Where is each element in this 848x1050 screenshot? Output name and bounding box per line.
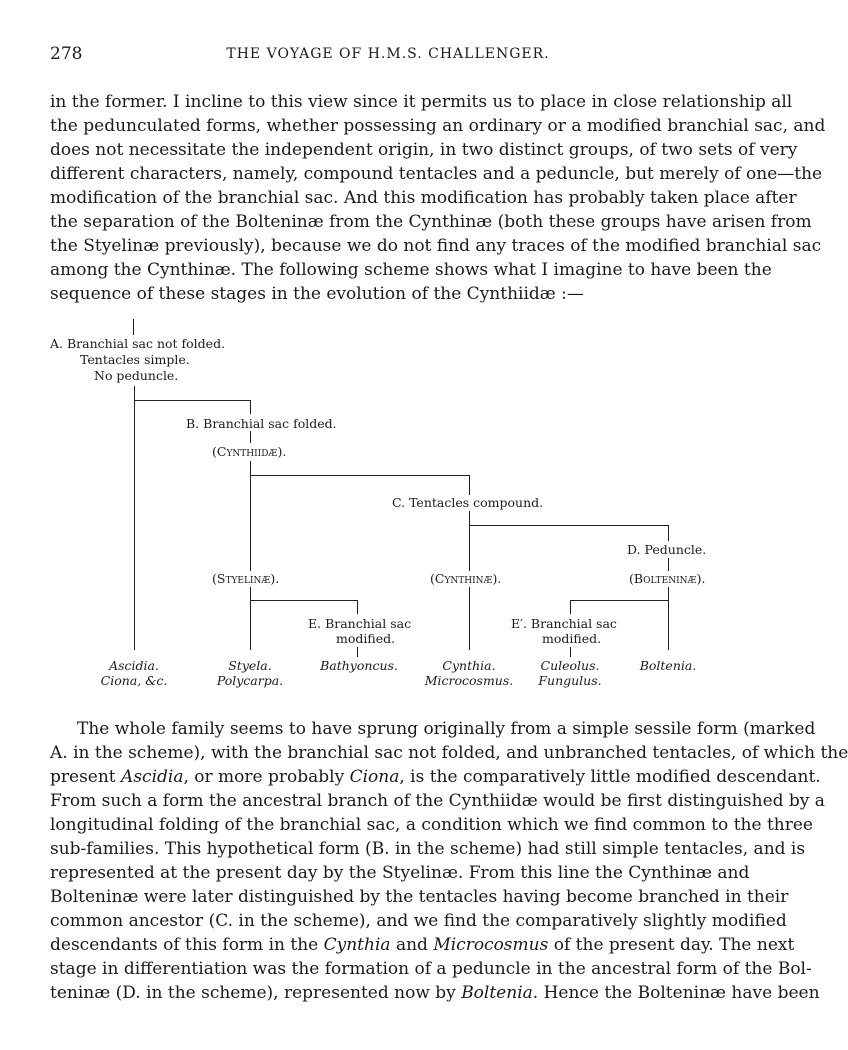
text-line: different characters, namely, compound tentacles and a peduncle, but merely of one—the bbox=[50, 164, 823, 184]
genus-ascidia bbox=[94, 658, 174, 688]
styelinae-label: (Styelinæ). bbox=[212, 571, 280, 586]
text-line: modification of the branchial sac. And this modification has probably taken place after bbox=[50, 188, 797, 208]
text-line: descendants of this form in the Cynthia and Microcosmus of the present day. The next bbox=[50, 935, 795, 955]
genus-styela bbox=[210, 658, 290, 688]
node-b-family: (Cynthiidæ). bbox=[212, 444, 287, 459]
tree-connector bbox=[250, 475, 251, 571]
cynthinae-label: (Cynthinæ). bbox=[430, 571, 502, 586]
node-a-tentacles: Tentacles simple. bbox=[80, 352, 190, 367]
node-e-modified: modified. bbox=[336, 631, 396, 646]
text-line: stage in differentiation was the formation of a peduncle in the ancestral form of the Bol- bbox=[50, 959, 812, 979]
text-line: The whole family seems to have sprung originally from a simple sessile form (marked bbox=[77, 719, 816, 739]
node-d-label: D. Peduncle. bbox=[627, 542, 707, 557]
text-line: From such a form the ancestral branch of the Cynthiidæ would be first distinguished by a bbox=[50, 791, 825, 811]
text-line: teninæ (D. in the scheme), represented now by Boltenia. Hence the Bolteninæ have been bbox=[50, 983, 820, 1003]
running-title: THE VOYAGE OF H.M.S. CHALLENGER. bbox=[226, 46, 550, 62]
text-line: A. in the scheme), with the branchial sac not folded, and unbranched tentacles, of which the bbox=[50, 743, 848, 763]
text-line: the Styelinæ previously), because we do not find any traces of the modified branchial sac bbox=[50, 236, 822, 256]
tree-connector bbox=[570, 600, 669, 601]
genus-name: Ascidia. bbox=[109, 658, 159, 673]
tree-connector bbox=[250, 587, 251, 650]
genus-name: Cynthia. bbox=[442, 658, 496, 673]
node-b-label: B. Branchial sac folded. bbox=[186, 416, 337, 431]
node-a-peduncle: No peduncle. bbox=[94, 368, 179, 383]
text-line: present Ascidia, or more probably Ciona, is the comparatively little modified descendant. bbox=[50, 767, 821, 787]
genus-cynthia bbox=[422, 658, 516, 688]
genus-name: Boltenia. bbox=[639, 658, 697, 673]
node-e-label: E. Branchial sac bbox=[308, 616, 412, 631]
text-line: the separation of the Bolteninæ from the Cynthinæ (both these groups have arisen from bbox=[50, 212, 812, 232]
text-line: longitudinal folding of the branchial sac, a condition which we find common to the three bbox=[50, 815, 813, 835]
paragraph-main bbox=[50, 717, 848, 1005]
node-e-prime-label: E′. Branchial sac bbox=[511, 616, 617, 631]
tree-connector bbox=[357, 647, 358, 657]
tree-connector bbox=[134, 386, 135, 650]
tree-connector bbox=[250, 600, 358, 601]
tree-connector bbox=[570, 647, 571, 657]
tree-connector bbox=[250, 461, 251, 475]
text-line: in the former. I incline to this view since it permits us to place in close relationship all bbox=[50, 92, 793, 112]
text-line: common ancestor (C. in the scheme), and we find the comparatively slightly modified bbox=[50, 911, 787, 931]
tree-connector bbox=[250, 400, 251, 414]
genus-name: Fungulus. bbox=[538, 673, 602, 688]
tree-connector bbox=[357, 600, 358, 614]
tree-connector bbox=[570, 600, 571, 614]
text-line: sub-families. This hypothetical form (B. in the scheme) had still simple tentacles, and is bbox=[50, 839, 806, 859]
genus-name: Ciona, &c. bbox=[100, 673, 168, 688]
genus-name: Bathyoncus. bbox=[320, 658, 398, 673]
tree-connector bbox=[250, 431, 251, 443]
genus-boltenia bbox=[632, 658, 704, 673]
node-d-family: (Bolteninæ). bbox=[629, 571, 706, 586]
text-line: sequence of these stages in the evolution of the Cynthiidæ :— bbox=[50, 284, 584, 304]
tree-connector bbox=[133, 319, 134, 335]
tree-connector bbox=[469, 525, 669, 526]
tree-connector bbox=[469, 587, 470, 650]
text-line: the pedunculated forms, whether possessing an ordinary or a modified branchial sac, and bbox=[50, 116, 826, 136]
tree-connector bbox=[469, 525, 470, 571]
node-e-prime-modified: modified. bbox=[542, 631, 602, 646]
tree-connector bbox=[469, 511, 470, 525]
text-line: among the Cynthinæ. The following scheme shows what I imagine to have been the bbox=[50, 260, 772, 280]
page-number: 278 bbox=[50, 44, 83, 64]
tree-connector bbox=[668, 525, 669, 541]
text-line: does not necessitate the independent origin, in two distinct groups, of two sets of very bbox=[50, 140, 798, 160]
tree-connector bbox=[668, 558, 669, 571]
node-a-label: A. Branchial sac not folded. bbox=[50, 336, 226, 351]
paragraph-intro bbox=[50, 90, 826, 306]
tree-connector bbox=[134, 400, 251, 401]
node-c-label: C. Tentacles compound. bbox=[392, 495, 544, 510]
genus-name: Polycarpa. bbox=[216, 673, 284, 688]
tree-connector bbox=[469, 475, 470, 495]
genus-name: Microcosmus. bbox=[424, 673, 514, 688]
genus-bathyoncus bbox=[317, 658, 401, 673]
evolution-scheme-diagram bbox=[0, 300, 776, 710]
genus-culeolus bbox=[528, 658, 612, 688]
genus-name: Styela. bbox=[228, 658, 272, 673]
genus-name: Culeolus. bbox=[540, 658, 600, 673]
text-line: represented at the present day by the Styelinæ. From this line the Cynthinæ and bbox=[50, 863, 750, 883]
tree-connector bbox=[668, 587, 669, 650]
tree-connector bbox=[250, 475, 470, 476]
text-line: Bolteninæ were later distinguished by the tentacles having become branched in their bbox=[50, 887, 789, 907]
